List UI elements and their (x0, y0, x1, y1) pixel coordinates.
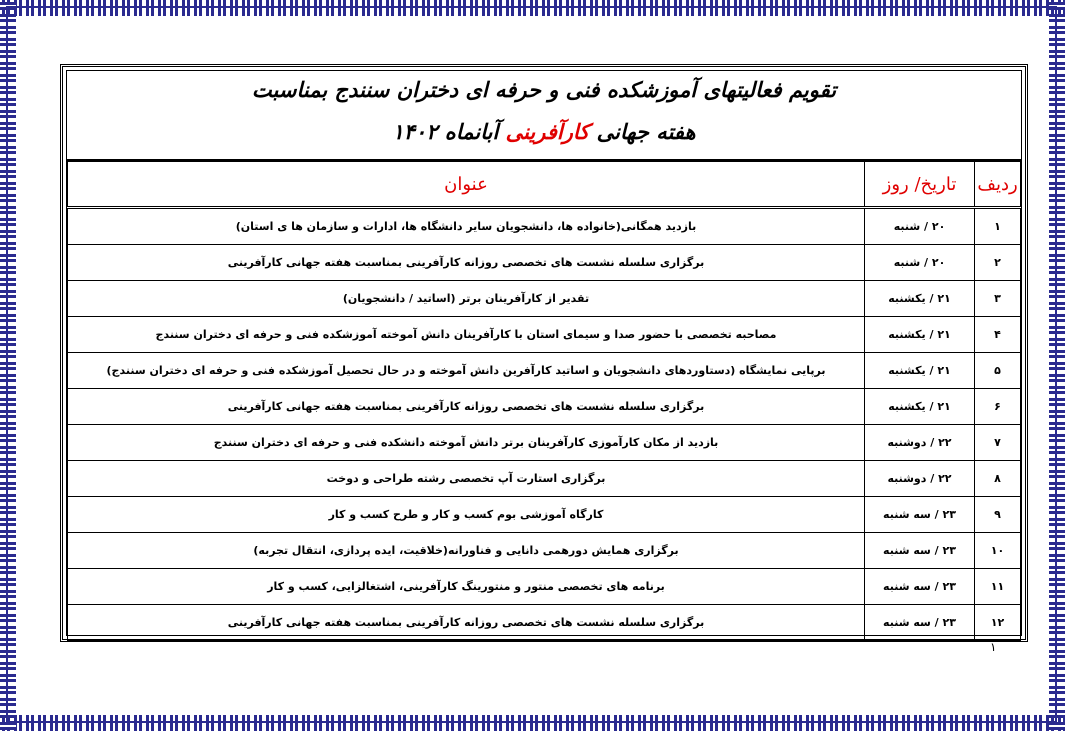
subtitle-highlight: کارآفرینی (505, 119, 590, 144)
title-cell: برگزاری همایش دورهمی دانایی و فناورانه(خلاقیت، ایده پردازی، انتقال تجربه) (68, 533, 865, 569)
title-cell: برگزاری سلسله نشست های تخصصی روزانه کارآفرینی بمناسبت هفته جهانی کارآفرینی (68, 389, 865, 425)
page-number: ۱ (990, 640, 997, 654)
row-number-cell: ۹ (975, 497, 1021, 533)
date-day-cell: ۲۳ / سه شنبه (865, 533, 975, 569)
table-row (68, 245, 1021, 281)
title-cell: تقدیر از کارآفرینان برتر (اساتید / دانشجویان) (68, 281, 865, 317)
row-number-cell: ۳ (975, 281, 1021, 317)
table-row (68, 533, 1021, 569)
title-cell: بازدید همگانی(خانواده ها، دانشجویان سایر دانشگاه ها، ادارات و سازمان ها ی استان) (68, 208, 865, 245)
header-date-day: تاریخ/ روز (865, 162, 975, 208)
date-day-cell: ۲۰ / شنبه (865, 245, 975, 281)
title-cell: مصاحبه تخصصی با حضور صدا و سیمای استان با کارآفرینان دانش آموخته آموزشکده فنی و حرفه ای دختران سنندج (68, 317, 865, 353)
document-subtitle (67, 119, 1021, 144)
header-title: عنوان (68, 162, 865, 208)
date-day-cell: ۲۳ / سه شنبه (865, 605, 975, 641)
date-day-cell: ۲۱ / یکشنبه (865, 389, 975, 425)
date-day-cell: ۲۰ / شنبه (865, 208, 975, 245)
row-number-cell: ۱ (975, 208, 1021, 245)
title-cell: برگزاری استارت آپ تخصصی رشته طراحی و دوخت (68, 461, 865, 497)
date-day-cell: ۲۲ / دوشنبه (865, 425, 975, 461)
row-number-cell: ۶ (975, 389, 1021, 425)
table-row (68, 281, 1021, 317)
date-day-cell: ۲۳ / سه شنبه (865, 497, 975, 533)
table-row (68, 461, 1021, 497)
row-number-cell: ۷ (975, 425, 1021, 461)
title-cell: برگزاری سلسله نشست های تخصصی روزانه کارآفرینی بمناسبت هفته جهانی کارآفرینی (68, 245, 865, 281)
title-cell: برگزاری سلسله نشست های تخصصی روزانه کارآفرینی بمناسبت هفته جهانی کارآفرینی (68, 605, 865, 641)
date-day-cell: ۲۲ / دوشنبه (865, 461, 975, 497)
schedule-table (67, 161, 1021, 641)
row-number-cell: ۴ (975, 317, 1021, 353)
schedule-document (60, 64, 1028, 642)
table-row (68, 353, 1021, 389)
row-number-cell: ۲ (975, 245, 1021, 281)
date-day-cell: ۲۱ / یکشنبه (865, 281, 975, 317)
row-number-cell: ۱۲ (975, 605, 1021, 641)
title-cell: برپایی نمایشگاه (دستاوردهای دانشجویان و اساتید کارآفرین دانش آموخته و در حال تحصیل آموزشکده فنی و حرفه ای دختران سنندج) (68, 353, 865, 389)
title-cell: کارگاه آموزشی بوم کسب و کار و طرح کسب و کار (68, 497, 865, 533)
title-cell: برنامه های تخصصی منتور و منتورینگ کارآفرینی، اشتغالزایی، کسب و کار (68, 569, 865, 605)
row-number-cell: ۸ (975, 461, 1021, 497)
subtitle-part2: آبانماه ۱۴۰۲ (392, 119, 506, 144)
date-day-cell: ۲۱ / یکشنبه (865, 317, 975, 353)
date-day-cell: ۲۳ / سه شنبه (865, 569, 975, 605)
document-title: تقویم فعالیتهای آموزشکده فنی و حرفه ای دختران سنندج بمناسبت (251, 77, 837, 102)
row-number-cell: ۱۰ (975, 533, 1021, 569)
table-row (68, 605, 1021, 641)
table-row (68, 497, 1021, 533)
date-day-cell: ۲۱ / یکشنبه (865, 353, 975, 389)
table-header-row (68, 162, 1021, 208)
title-cell: بازدید از مکان کارآموزی کارآفرینان برتر دانش آموخته دانشکده فنی و حرفه ای دختران سنندج (68, 425, 865, 461)
subtitle-part1: هفته جهانی (589, 119, 696, 144)
schedule-frame (66, 70, 1022, 636)
row-number-cell: ۵ (975, 353, 1021, 389)
table-row (68, 569, 1021, 605)
table-row (68, 208, 1021, 245)
document-header (67, 71, 1021, 161)
table-row (68, 389, 1021, 425)
table-row (68, 425, 1021, 461)
header-row-number: ردیف (975, 162, 1021, 208)
table-row (68, 317, 1021, 353)
row-number-cell: ۱۱ (975, 569, 1021, 605)
